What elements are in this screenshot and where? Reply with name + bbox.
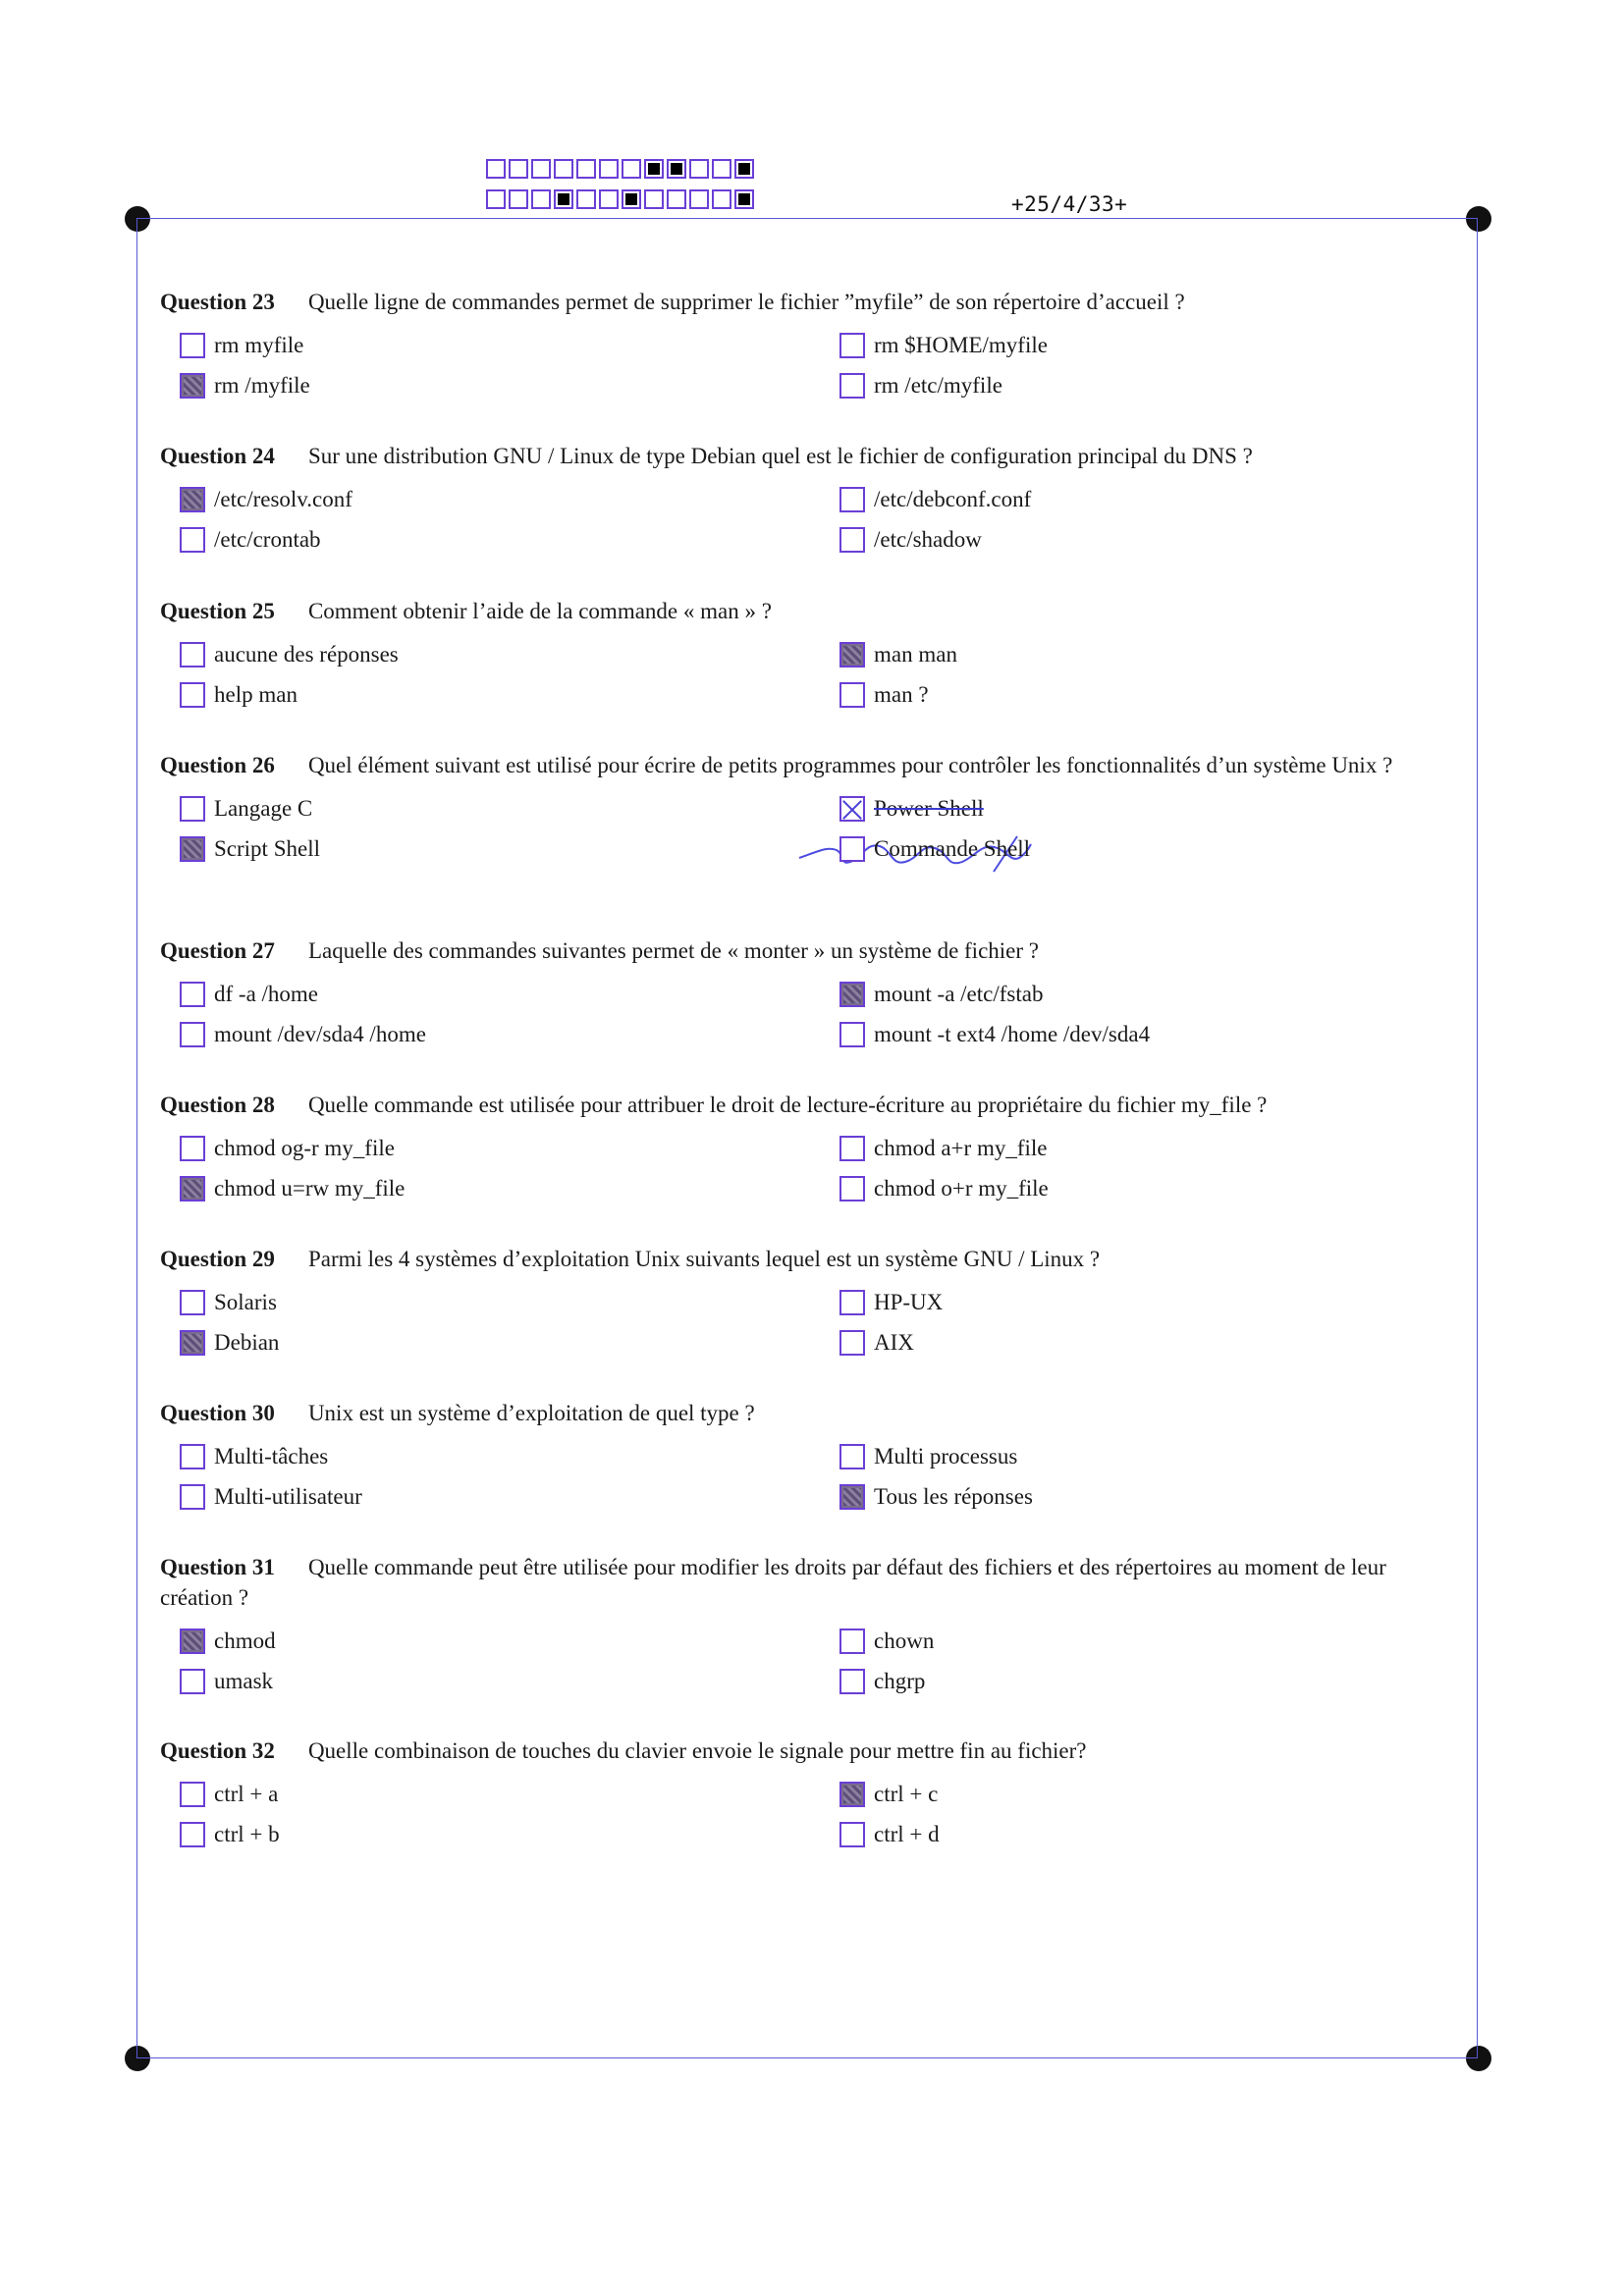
answer-checkbox[interactable] xyxy=(839,1629,865,1654)
answer-grid xyxy=(160,794,1456,877)
code-bit-box xyxy=(667,189,686,209)
answer-checkbox[interactable] xyxy=(839,527,865,553)
answer-checkbox[interactable] xyxy=(839,1782,865,1807)
answer-option[interactable] xyxy=(180,1328,279,1358)
question-header xyxy=(160,750,1456,780)
answer-option[interactable] xyxy=(839,1328,914,1358)
code-bit-box xyxy=(644,189,664,209)
question-text: Sur une distribution GNU / Linux de type Debian quel est le fichier de configuration principal du DNS ? xyxy=(307,444,1253,468)
answer-option[interactable] xyxy=(180,1020,426,1049)
answer-label: man ? xyxy=(874,682,929,707)
question-block xyxy=(160,596,1456,722)
code-bit-box xyxy=(599,189,619,209)
answer-label: ctrl + b xyxy=(214,1822,280,1846)
question-header xyxy=(160,596,1456,626)
question-block xyxy=(160,1735,1456,1862)
answer-checkbox[interactable] xyxy=(839,1822,865,1847)
answer-checkbox[interactable] xyxy=(180,487,205,512)
answer-option[interactable] xyxy=(180,1442,328,1471)
answer-option[interactable] xyxy=(839,1174,1049,1203)
answer-option[interactable] xyxy=(180,1288,277,1317)
answer-checkbox[interactable] xyxy=(180,1290,205,1315)
answer-label: /etc/debconf.conf xyxy=(874,487,1032,511)
answer-grid xyxy=(160,640,1456,722)
code-bit-box xyxy=(486,189,506,209)
answer-checkbox[interactable] xyxy=(839,1176,865,1201)
answer-option[interactable] xyxy=(839,680,929,710)
answer-checkbox[interactable] xyxy=(180,1822,205,1847)
question-header xyxy=(160,1398,1456,1428)
code-bit-box xyxy=(734,159,754,179)
answer-label: Multi-utilisateur xyxy=(214,1484,362,1509)
question-header xyxy=(160,1552,1456,1613)
question-header xyxy=(160,1244,1456,1274)
answer-option[interactable] xyxy=(839,794,984,824)
question-label: Question 31 xyxy=(160,1555,275,1579)
answer-checkbox[interactable] xyxy=(180,642,205,667)
code-bit-box xyxy=(734,189,754,209)
answer-checkbox[interactable] xyxy=(839,1136,865,1161)
answer-label: help man xyxy=(214,682,298,707)
question-text: Laquelle des commandes suivantes permet de « monter » un système de fichier ? xyxy=(307,938,1040,963)
answer-option[interactable] xyxy=(180,1134,395,1163)
question-label: Question 24 xyxy=(160,444,275,468)
code-bit-box xyxy=(622,189,641,209)
question-header xyxy=(160,935,1456,966)
question-header xyxy=(160,287,1456,317)
answer-checkbox[interactable] xyxy=(180,982,205,1007)
answer-label: chmod a+r my_file xyxy=(874,1136,1048,1160)
question-text: Quelle combinaison de touches du clavier envoie le signale pour mettre fin au fichier? xyxy=(307,1738,1087,1763)
question-block xyxy=(160,935,1456,1062)
answer-option[interactable] xyxy=(180,525,321,555)
answer-checkbox[interactable] xyxy=(839,1484,865,1510)
answer-grid xyxy=(160,980,1456,1062)
answer-checkbox[interactable] xyxy=(180,527,205,553)
answer-label: df -a /home xyxy=(214,982,319,1006)
code-bit-box xyxy=(712,189,731,209)
question-label: Question 32 xyxy=(160,1738,275,1763)
answer-label: /etc/resolv.conf xyxy=(214,487,352,511)
answer-option[interactable] xyxy=(839,331,1048,360)
question-block xyxy=(160,441,1456,567)
answer-checkbox[interactable] xyxy=(839,796,865,822)
answer-checkbox[interactable] xyxy=(839,836,865,862)
code-bit-box xyxy=(554,189,573,209)
answer-label: Commande Shell xyxy=(874,836,1031,861)
answer-label: rm /myfile xyxy=(214,373,310,398)
answer-label: HP-UX xyxy=(874,1290,944,1314)
answer-option[interactable] xyxy=(839,1780,938,1809)
answer-checkbox[interactable] xyxy=(839,1022,865,1047)
answer-label: Multi-tâches xyxy=(214,1444,329,1468)
answer-checkbox[interactable] xyxy=(839,982,865,1007)
code-bit-box xyxy=(509,189,528,209)
answer-grid xyxy=(160,485,1456,567)
answer-checkbox[interactable] xyxy=(180,1444,205,1469)
answer-option[interactable] xyxy=(839,834,1030,864)
question-block xyxy=(160,1552,1456,1709)
answer-label: Solaris xyxy=(214,1290,277,1314)
answer-option[interactable] xyxy=(839,1288,943,1317)
answer-label: chmod xyxy=(214,1629,276,1653)
answer-label: ctrl + d xyxy=(874,1822,940,1846)
answer-option[interactable] xyxy=(839,980,1043,1009)
code-bit-box xyxy=(712,159,731,179)
code-bit-box xyxy=(644,159,664,179)
question-label: Question 30 xyxy=(160,1401,275,1425)
answer-label: chown xyxy=(874,1629,935,1653)
code-bit-box xyxy=(576,159,596,179)
code-bit-box xyxy=(689,159,709,179)
binary-code-row xyxy=(486,159,757,179)
answer-option[interactable] xyxy=(839,1667,925,1696)
question-block xyxy=(160,750,1456,877)
answer-checkbox[interactable] xyxy=(839,1330,865,1356)
question-block xyxy=(160,1244,1456,1370)
answer-option[interactable] xyxy=(180,1174,405,1203)
answer-checkbox[interactable] xyxy=(180,796,205,822)
answer-label: /etc/shadow xyxy=(874,527,982,552)
answer-option[interactable] xyxy=(839,1627,934,1656)
question-text: Quelle ligne de commandes permet de supprimer le fichier ”myfile” de son répertoire d’accueil ? xyxy=(307,290,1185,314)
answer-label: AIX xyxy=(874,1330,914,1355)
answer-checkbox[interactable] xyxy=(839,682,865,708)
answer-label: Power Shell xyxy=(874,796,984,821)
answer-checkbox[interactable] xyxy=(180,1330,205,1356)
answer-checkbox[interactable] xyxy=(180,1022,205,1047)
code-bit-box xyxy=(689,189,709,209)
question-header xyxy=(160,1735,1456,1766)
code-bit-box xyxy=(531,189,551,209)
binary-code-row xyxy=(486,189,757,209)
answer-checkbox[interactable] xyxy=(180,373,205,399)
answer-label: ctrl + c xyxy=(874,1782,939,1806)
answer-option[interactable] xyxy=(180,1482,362,1512)
answer-option[interactable] xyxy=(180,371,310,400)
answer-checkbox[interactable] xyxy=(180,836,205,862)
question-label: Question 27 xyxy=(160,938,275,963)
answer-checkbox[interactable] xyxy=(180,1629,205,1654)
code-bit-box xyxy=(576,189,596,209)
question-block xyxy=(160,287,1456,413)
answer-checkbox[interactable] xyxy=(839,1669,865,1694)
answer-grid xyxy=(160,331,1456,413)
answer-label: man man xyxy=(874,642,957,667)
answer-option[interactable] xyxy=(839,485,1031,514)
question-text: Parmi les 4 systèmes d’exploitation Unix suivants lequel est un système GNU / Linux ? xyxy=(307,1247,1101,1271)
answer-grid xyxy=(160,1780,1456,1862)
question-label: Question 28 xyxy=(160,1093,275,1117)
answer-grid xyxy=(160,1442,1456,1524)
code-bit-box xyxy=(622,159,641,179)
question-label: Question 29 xyxy=(160,1247,275,1271)
question-text: Quelle commande est utilisée pour attribuer le droit de lecture-écriture au propriétaire du fichier my_file ? xyxy=(307,1093,1268,1117)
answer-checkbox[interactable] xyxy=(180,1136,205,1161)
answer-grid xyxy=(160,1288,1456,1370)
answer-label: rm /etc/myfile xyxy=(874,373,1002,398)
answer-checkbox[interactable] xyxy=(180,1484,205,1510)
answer-label: ctrl + a xyxy=(214,1782,279,1806)
question-text: Quelle commande peut être utilisée pour modifier les droits par défaut des fichiers et des répertoires au moment de leur création ? xyxy=(160,1555,1386,1610)
answer-checkbox[interactable] xyxy=(180,1782,205,1807)
answer-checkbox[interactable] xyxy=(839,642,865,667)
answer-label: Langage C xyxy=(214,796,313,821)
answer-option[interactable] xyxy=(839,1020,1150,1049)
answer-option[interactable] xyxy=(839,1482,1033,1512)
answer-label: rm $HOME/myfile xyxy=(874,333,1048,357)
answer-option[interactable] xyxy=(839,1134,1047,1163)
answer-option[interactable] xyxy=(180,1667,273,1696)
answer-checkbox[interactable] xyxy=(839,373,865,399)
answer-label: rm myfile xyxy=(214,333,304,357)
answer-label: mount -a /etc/fstab xyxy=(874,982,1044,1006)
answer-option[interactable] xyxy=(180,980,318,1009)
answer-checkbox[interactable] xyxy=(839,487,865,512)
answer-checkbox[interactable] xyxy=(839,333,865,358)
answer-checkbox[interactable] xyxy=(180,682,205,708)
answer-checkbox[interactable] xyxy=(180,333,205,358)
question-text: Quel élément suivant est utilisé pour écrire de petits programmes pour contrôler les fonctionnalités d’un système Unix ? xyxy=(307,753,1393,777)
answer-checkbox[interactable] xyxy=(180,1176,205,1201)
answer-option[interactable] xyxy=(839,525,982,555)
answer-option[interactable] xyxy=(180,1780,278,1809)
code-bit-box xyxy=(531,159,551,179)
answer-option[interactable] xyxy=(180,794,312,824)
question-label: Question 26 xyxy=(160,753,275,777)
question-block xyxy=(160,1398,1456,1524)
answer-label: chmod o+r my_file xyxy=(874,1176,1049,1201)
code-bit-box xyxy=(667,159,686,179)
answer-label: Multi processus xyxy=(874,1444,1018,1468)
question-label: Question 23 xyxy=(160,290,275,314)
answer-label: aucune des réponses xyxy=(214,642,399,667)
question-block xyxy=(160,1090,1456,1216)
question-text: Comment obtenir l’aide de la commande « man » ? xyxy=(307,599,772,623)
answer-label: Tous les réponses xyxy=(874,1484,1033,1509)
answer-option[interactable] xyxy=(839,1442,1017,1471)
answer-label: mount -t ext4 /home /dev/sda4 xyxy=(874,1022,1151,1046)
code-bit-box xyxy=(599,159,619,179)
answer-option[interactable] xyxy=(180,1820,280,1849)
answer-option[interactable] xyxy=(180,485,352,514)
answer-option[interactable] xyxy=(839,371,1002,400)
answer-label: chmod og-r my_file xyxy=(214,1136,395,1160)
answer-option[interactable] xyxy=(180,1627,276,1656)
answer-label: Debian xyxy=(214,1330,280,1355)
code-bit-box xyxy=(554,159,573,179)
answer-checkbox[interactable] xyxy=(839,1290,865,1315)
code-bit-box xyxy=(486,159,506,179)
answer-option[interactable] xyxy=(180,680,298,710)
answer-grid xyxy=(160,1134,1456,1216)
answer-option[interactable] xyxy=(180,331,303,360)
question-label: Question 25 xyxy=(160,599,275,623)
answer-label: umask xyxy=(214,1669,274,1693)
answer-label: chmod u=rw my_file xyxy=(214,1176,406,1201)
answer-checkbox[interactable] xyxy=(839,1444,865,1469)
question-header xyxy=(160,1090,1456,1120)
answer-checkbox[interactable] xyxy=(180,1669,205,1694)
answer-label: Script Shell xyxy=(214,836,320,861)
answer-option[interactable] xyxy=(839,640,957,669)
answer-label: /etc/crontab xyxy=(214,527,321,552)
answer-grid xyxy=(160,1627,1456,1709)
answer-option[interactable] xyxy=(180,640,399,669)
question-text: Unix est un système d’exploitation de quel type ? xyxy=(307,1401,755,1425)
answer-option[interactable] xyxy=(839,1820,940,1849)
code-bit-box xyxy=(509,159,528,179)
question-header xyxy=(160,441,1456,471)
answer-label: mount /dev/sda4 /home xyxy=(214,1022,426,1046)
answer-label: chgrp xyxy=(874,1669,926,1693)
page-id: +25/4/33+ xyxy=(1011,192,1128,216)
answer-option[interactable] xyxy=(180,834,320,864)
